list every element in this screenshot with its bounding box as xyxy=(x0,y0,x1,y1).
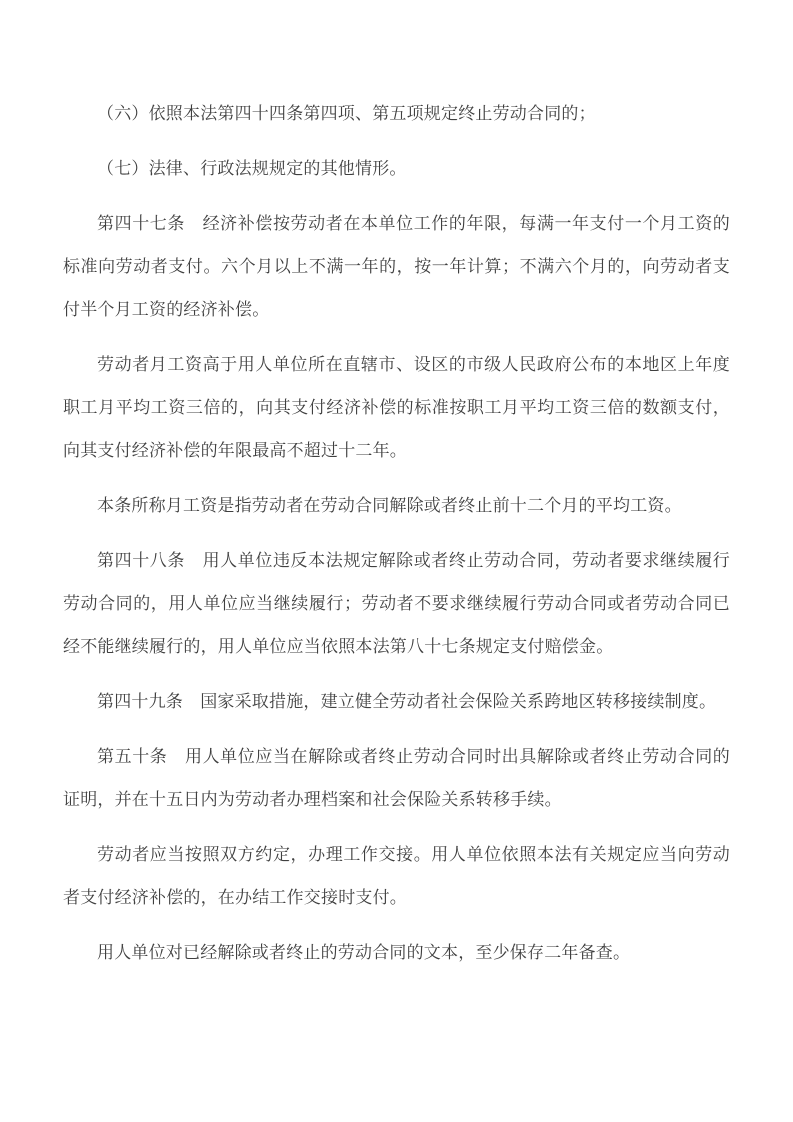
document-paragraph-article-50-cont-2: 用人单位对已经解除或者终止的劳动合同的文本，至少保存二年备查。 xyxy=(97,943,631,963)
document-paragraph-item-6: （六）依照本法第四十四条第四项、第五项规定终止劳动合同的； xyxy=(97,104,596,124)
document-paragraph-article-47: 第四十七条 经济补偿按劳动者在本单位工作的年限，每满一年支付一个月工资的标准向劳动者支付。六个月以上不满一年的，按一年计算；不满六个月的，向劳动者支付半个月工资的经济补偿。 xyxy=(63,214,730,320)
document-paragraph-article-47-cont-2: 本条所称月工资是指劳动者在劳动合同解除或者终止前十二个月的平均工资。 xyxy=(97,496,682,516)
document-paragraph-article-47-cont-1: 劳动者月工资高于用人单位所在直辖市、设区的市级人民政府公布的本地区上年度职工月平均工资三倍的，向其支付经济补偿的标准按职工月平均工资三倍的数额支付，向其支付经济补偿的年限最高不超过十二年。 xyxy=(63,355,730,461)
document-paragraph-article-48: 第四十八条 用人单位违反本法规定解除或者终止劳动合同，劳动者要求继续履行劳动合同的，用人单位应当继续履行；劳动者不要求继续履行劳动合同或者劳动合同已经不能继续履行的，用人单位应当依照本法第八十七条规定支付赔偿金。 xyxy=(63,551,730,657)
document-paragraph-item-7: （七）法律、行政法规规定的其他情形。 xyxy=(97,159,407,179)
document-paragraph-article-50: 第五十条 用人单位应当在解除或者终止劳动合同时出具解除或者终止劳动合同的证明，并在十五日内为劳动者办理档案和社会保险关系转移手续。 xyxy=(63,747,730,810)
document-paragraph-article-50-cont-1: 劳动者应当按照双方约定，办理工作交接。用人单位依照本法有关规定应当向劳动者支付经济补偿的，在办结工作交接时支付。 xyxy=(63,845,730,908)
document-paragraph-article-49: 第四十九条 国家采取措施，建立健全劳动者社会保险关系跨地区转移接续制度。 xyxy=(97,692,717,712)
